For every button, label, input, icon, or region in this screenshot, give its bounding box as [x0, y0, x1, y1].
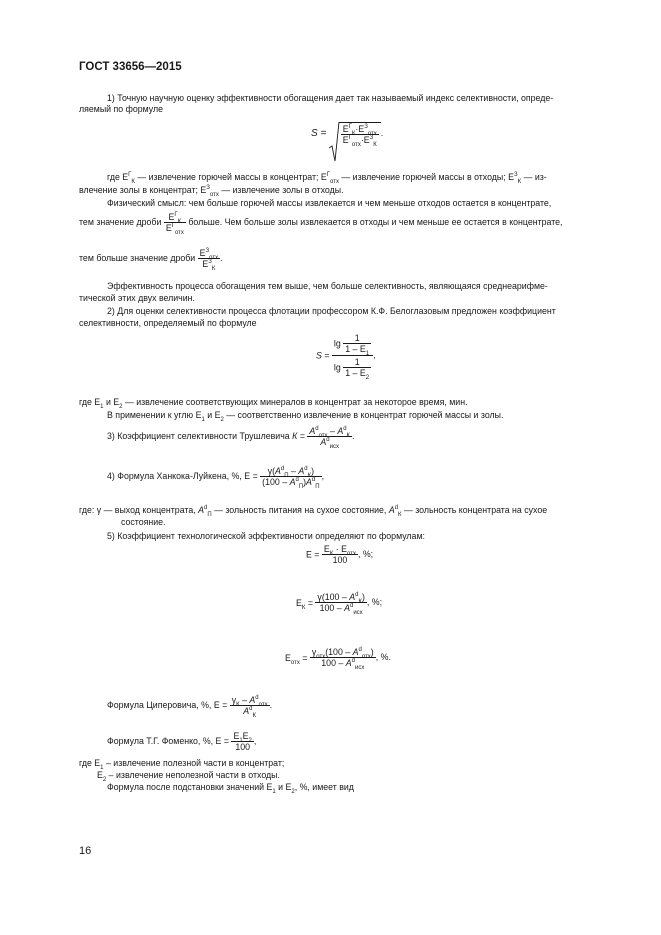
p4-den-a: А — [289, 477, 296, 488]
def1-l1a: где Е — [107, 172, 129, 182]
def2-l1a: где Е — [79, 397, 101, 407]
p3-minus: – — [327, 426, 338, 437]
def2-l1a-sub: 1 — [100, 403, 104, 410]
definition-1-line-2 — [79, 185, 344, 196]
f1-den-a-sub: отх — [351, 141, 361, 148]
def4-a-sup: d — [203, 505, 208, 512]
f6-den-sup: d — [249, 706, 253, 713]
f5c-lhs: Е — [285, 652, 291, 663]
phys-f1-den-sup: Г — [171, 223, 175, 230]
f5c-num-a-sup: d — [358, 647, 362, 654]
p4-num-a-sub: П — [284, 472, 289, 479]
f6-gamma-sub: К — [236, 701, 240, 708]
p4-lhs: Е = — [244, 471, 258, 481]
def1-l1c-sub: К — [517, 178, 522, 185]
phys-f1-den-sub: отх — [174, 229, 184, 236]
phys-f1-num: Е — [168, 212, 175, 223]
f6-text: Формула Циперовича, %, Е = — [107, 700, 228, 710]
p4-fraction — [260, 466, 321, 490]
def1-l2b: — извлечение золы в отходы. — [218, 185, 344, 195]
f5c-open: (100 – — [325, 647, 353, 657]
def1-l1b: — извлечение горючей массы в концентрат; Е — [134, 172, 327, 182]
def2-l2c: — соответственно извлечение в концентрат горючей массы и золы. — [223, 410, 504, 420]
def4-l1a: где: γ — выход концентрата, — [79, 505, 199, 515]
def7-l2b: – извлечение неполезной части в отходы. — [106, 770, 280, 780]
definition-7-line-1 — [79, 758, 284, 769]
p4-tail: , — [321, 471, 325, 481]
f6-num-a: А — [249, 695, 256, 706]
def1-l1c: — извлечение горючей массы в отходы; Е — [338, 172, 515, 182]
def7-l3a-sub: 1 — [272, 788, 276, 795]
def4-b-sub: К — [398, 511, 402, 518]
p4-den-b: А — [306, 477, 312, 488]
definition-4-line-2: состояние. — [121, 517, 166, 527]
phys-l2b: больше. Чем больше золы извлекается в отходы и чем меньше ее остается в концентрате, — [188, 217, 563, 227]
p4-num-open: ( — [272, 466, 276, 477]
formula-1-fraction: $\frac{Е^Г_К\cdot Е^З_{отх}}{Е^Г_{отх}\cdot Е^З_К}$ — [342, 124, 377, 148]
p4-text: 4) Формула Ханкока-Луйкена, %, — [107, 471, 242, 481]
def1-l1a-sub: К — [131, 178, 135, 185]
def2-l2b: и Е — [204, 410, 221, 420]
f5b-gamma: γ — [317, 592, 322, 602]
f6-gamma: γ — [231, 695, 237, 706]
def1-l1d: — из- — [521, 172, 547, 182]
p4-num-a: А — [275, 466, 281, 477]
f5b-den-sub: исх — [353, 609, 363, 616]
radical-sign-icon — [329, 122, 340, 162]
def7-l1a: где Е — [79, 758, 101, 768]
def1-l2a: влечение золы в концентрат; Е — [79, 185, 207, 195]
f1-num-a-sub: К — [351, 130, 356, 137]
def2-l1c: — извлечение соответствующих минералов в концентрат за некоторое время, мин. — [122, 397, 468, 407]
f5c-den-A: А — [345, 658, 352, 668]
f7-num-b: Е — [242, 731, 249, 742]
def2-l2a-sub: 1 — [201, 416, 205, 423]
phys-f2-den-sup: З — [208, 259, 212, 266]
phys-l3b: . — [220, 253, 223, 263]
p3-tail: . — [352, 431, 355, 441]
f5b-num-a: А — [349, 592, 356, 602]
phys-f2-den-sub: К — [211, 265, 216, 272]
f6-den: А — [243, 706, 250, 717]
f2-lg-bottom: lg — [333, 362, 341, 373]
f5c-num-a-sub: отх — [361, 653, 371, 660]
f6-minus: – — [239, 695, 250, 706]
definition-1-line-1 — [107, 172, 547, 183]
f1-num-b-sup: З — [364, 124, 368, 131]
f5c-close: ) — [370, 647, 374, 657]
paragraph-2-line-1: 2) Для оценки селективности процесса флотации профессором К.Ф. Белоглазовым предложен коэффициент — [107, 306, 556, 316]
def4-l1b: — зольность питания на сухое состояние, — [211, 505, 389, 515]
p4-num-b-sup: d — [304, 466, 308, 473]
paragraph-1-line-1: 1) Точную научную оценку эффективности обогащения дает так называемый индекс селективности, опреде- — [107, 93, 554, 103]
f5a-num-a: Е — [323, 544, 330, 554]
p3-num-a: А — [309, 426, 316, 437]
definition-2-line-1 — [79, 397, 468, 408]
formula-1-lhs: S = — [311, 128, 327, 139]
p3-num-a-sup: d — [315, 426, 319, 433]
p3-lhs: К = — [292, 431, 305, 441]
paragraph-5: 5) Коэффициент технологической эффективности определяют по формулам: — [107, 531, 425, 541]
formula-5a — [306, 544, 373, 565]
def1-l1a-sup: Г — [128, 172, 132, 179]
f2-main-fraction — [332, 333, 376, 381]
f5b-num-a-sub: К — [358, 598, 362, 605]
phys-f2-den: Е — [202, 259, 209, 270]
phys-f2-num: Е — [199, 248, 206, 259]
f2-top-one: 1 — [343, 333, 371, 344]
definition-7-line-2 — [97, 770, 280, 781]
f6-fraction — [230, 695, 273, 719]
p4-den-a-sup: d — [295, 477, 299, 484]
f1-den-b-sup: З — [369, 135, 374, 142]
f5a-num-b-sub: отх — [346, 550, 356, 557]
f5a-num-b: Е — [341, 544, 347, 554]
f5c-gamma-sub: отх — [316, 653, 326, 660]
def4-a-sub: П — [207, 511, 212, 518]
f5b-fraction — [315, 592, 366, 616]
f1-den-b-sub: К — [373, 141, 377, 148]
phys-fraction-1 — [164, 212, 186, 236]
f1-num-a: Е — [342, 124, 349, 134]
phys-f2-num-sup: З — [205, 248, 210, 255]
paragraph-2-line-2: селективности, определяемый по формуле — [79, 318, 257, 328]
f5c-den-sup: d — [351, 658, 355, 665]
physical-meaning-line-1: Физический смысл: чем больше горючей массы извлекается и чем меньше отходов остается в концентрате, — [107, 198, 552, 208]
f2-bottom-den-sub: 2 — [365, 374, 370, 381]
f2-top-fraction — [343, 333, 371, 357]
f7-text: Формула Т.Г. Фоменко, %, Е = — [107, 736, 229, 746]
standard-header: ГОСТ 33656—2015 — [79, 61, 182, 73]
def2-l2b-sub: 2 — [220, 416, 224, 423]
f5c-eq: = — [299, 652, 308, 663]
f5c-den-sub: исх — [354, 664, 365, 671]
f5a-lhs: Е = — [306, 549, 320, 560]
f5a-dot: · — [333, 544, 342, 554]
f5c-gamma: γ — [311, 647, 317, 657]
f2-bottom-den: 1 – Е — [345, 368, 366, 378]
definition-7-line-3 — [107, 782, 354, 793]
f1-den-a: Е — [342, 135, 349, 145]
efficiency-line-1: Эффективность процесса обогащения тем выше, чем больше селективность, являющаяся среднеарифме- — [107, 281, 548, 291]
def7-l3a: Формула после подстановки значений Е — [107, 782, 273, 792]
definition-2-line-2 — [107, 410, 503, 421]
p4-minus: – — [288, 466, 299, 477]
f5b-den-A: А — [344, 603, 350, 613]
f1-num-b-sub: отх — [367, 130, 377, 137]
def1-l1b-sup: Г — [326, 172, 331, 179]
f5a-fraction — [322, 544, 358, 565]
f5a-num-a-sub: К — [329, 550, 334, 557]
p4-num-b-sub: К — [307, 472, 312, 479]
def2-l2a: В применении к углю Е — [107, 410, 202, 420]
page-number: 16 — [79, 845, 92, 857]
phys-l3a: тем больше значение дроби — [79, 253, 196, 263]
f7-num-b-sub: 2 — [248, 737, 252, 744]
def7-l1b: – извлечение полезной части в концентрат; — [103, 758, 285, 768]
f6-den-sub: К — [252, 712, 256, 719]
p4-den-close: ) — [303, 477, 307, 488]
formula-beloglazov — [316, 333, 376, 381]
phys-f1-num-sub: К — [177, 218, 182, 225]
def1-l2a-sub: отх — [209, 191, 219, 198]
paragraph-1-line-2: ляемый по формуле — [79, 104, 164, 114]
phys-f2-num-sub: отх — [209, 254, 219, 261]
def1-l1b-sub: отх — [330, 178, 339, 185]
f1-den-a-sup: Г — [348, 135, 352, 142]
f5c-fraction — [310, 647, 376, 671]
p3-text: 3) Коэффициент селективности Трушлевича — [107, 431, 290, 441]
f5b-lhs: Е — [296, 597, 302, 608]
physical-meaning-line-3 — [79, 246, 223, 270]
formula-5c — [285, 647, 391, 671]
p3-fraction — [307, 426, 355, 450]
def7-l3b-sub: 2 — [291, 788, 295, 795]
f6-num-a-sub: отх — [258, 701, 268, 708]
f6-tail: . — [269, 700, 273, 710]
f5b-open: (100 – — [321, 592, 350, 602]
f5b-num-a-sup: d — [355, 592, 359, 599]
p3-den-sub: исх — [329, 443, 339, 450]
paragraph-4-hancock — [107, 463, 324, 489]
f1-num-a-sup: Г — [348, 124, 352, 131]
f7-num-a-sub: 1 — [239, 737, 243, 744]
def4-b: А — [388, 505, 395, 515]
def7-l3b: и Е — [275, 782, 292, 792]
p3-den: А — [320, 437, 327, 448]
f7-den: 100 — [235, 742, 250, 753]
p4-num-close: ) — [311, 466, 315, 477]
def1-l1c-sup: З — [514, 172, 518, 179]
formula-selectivity-index — [311, 122, 384, 148]
p4-den-b-sup: d — [311, 477, 316, 484]
phys-l2a: тем значение дроби — [79, 217, 162, 227]
p3-num-b: А — [337, 426, 344, 437]
p4-num-b: А — [298, 466, 305, 477]
f2-lhs: S = — [316, 350, 330, 361]
def2-l1b-sub: 2 — [119, 403, 123, 410]
formula-tsiperovich — [107, 692, 272, 718]
f1-den-b: Е — [363, 135, 370, 145]
def7-l3c: , %, имеет вид — [294, 782, 354, 792]
paragraph-3-trushlevich — [107, 424, 355, 448]
f2-bottom-one: 1 — [343, 357, 371, 368]
p3-den-sup: d — [326, 437, 330, 444]
f2-top-den: 1 – Е — [345, 344, 366, 354]
f2-top-den-sub: 1 — [365, 350, 370, 357]
def7-l2a-sub: 2 — [102, 776, 107, 783]
formula-5b — [296, 592, 383, 616]
phys-f1-num-sup: Г — [174, 212, 178, 219]
f1-tail: . — [380, 127, 384, 138]
def1-l2a-sup: З — [206, 185, 210, 192]
f5c-den-a: 100 – — [321, 658, 346, 668]
def2-l1b: и Е — [103, 397, 120, 407]
p4-num-gamma: γ — [267, 466, 273, 477]
f5b-tail: , %; — [366, 596, 383, 607]
definition-4-line-1 — [79, 505, 547, 516]
f7-num-a: Е — [233, 731, 240, 742]
square-root — [329, 122, 384, 148]
def7-l2a: Е — [97, 770, 103, 780]
p3-num-b-sub: К — [346, 432, 351, 439]
f5c-lhs-sub: отх — [290, 659, 300, 666]
p3-num-a-sub: отх — [318, 432, 328, 439]
efficiency-line-2: тической этих двух величин. — [79, 293, 195, 303]
f5b-den-sup: d — [349, 603, 354, 610]
f5b-den-a: 100 – — [319, 603, 345, 613]
f5a-tail: , %; — [357, 548, 374, 559]
f5b-eq: = — [305, 597, 313, 608]
f2-bottom-fraction — [343, 357, 371, 381]
f7-fraction — [231, 731, 253, 752]
p4-num-a-sup: d — [280, 466, 285, 473]
f7-tail: , — [253, 736, 257, 746]
f5b-lhs-sub: К — [301, 604, 306, 611]
phys-fraction-2 — [198, 248, 223, 272]
f2-tail: , — [373, 349, 376, 360]
f5a-den: 100 — [332, 555, 348, 565]
f2-lg-top: lg — [333, 338, 341, 349]
phys-f1-den: Е — [165, 223, 172, 234]
formula-fomenko — [107, 728, 256, 754]
def4-b-sup: d — [394, 505, 399, 512]
p4-den-a-sub: П — [298, 483, 304, 490]
f1-num-b: Е — [358, 124, 365, 134]
def4-l1c: — зольность концентрата на сухое — [401, 505, 548, 515]
p3-num-b-sup: d — [343, 426, 347, 433]
def7-l1a-sub: 1 — [100, 764, 104, 771]
def4-a: А — [198, 505, 204, 515]
f6-num-a-sup: d — [255, 695, 259, 702]
p4-den-b-sub: П — [315, 483, 320, 490]
p4-den-open: (100 – — [262, 477, 290, 488]
f5c-num-a: А — [352, 647, 359, 657]
physical-meaning-line-2 — [79, 210, 563, 234]
f5c-tail: , %. — [375, 651, 391, 662]
f5b-close: ) — [361, 592, 365, 602]
